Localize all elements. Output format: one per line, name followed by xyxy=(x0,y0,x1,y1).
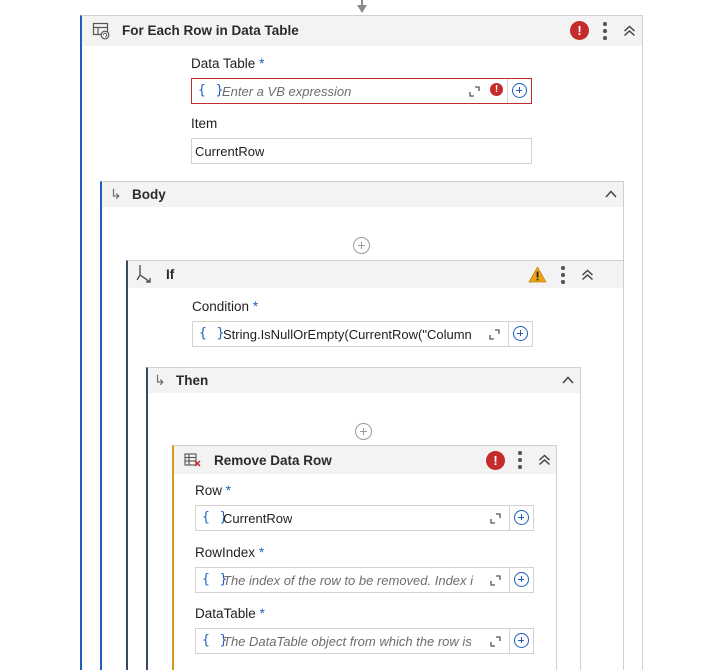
data-table-placeholder: Enter a VB expression xyxy=(222,84,352,99)
required-marker: * xyxy=(258,545,265,560)
warning-icon[interactable] xyxy=(528,266,547,283)
expression-brace-icon: { } xyxy=(202,572,229,587)
collapse-double-chevron-icon[interactable] xyxy=(623,25,636,37)
if-header[interactable] xyxy=(128,261,623,288)
then-container[interactable] xyxy=(146,367,581,670)
then-header[interactable] xyxy=(148,368,580,393)
row-label-text: Row xyxy=(195,483,223,498)
row-value: CurrentRow xyxy=(223,511,293,526)
expand-editor-icon[interactable] xyxy=(489,329,500,340)
if-more-options-icon[interactable] xyxy=(561,266,565,284)
body-collapse-chevron-icon[interactable] xyxy=(605,190,617,198)
if-branch-icon xyxy=(136,264,158,284)
rowindex-placeholder: The index of the row to be removed. Index i xyxy=(223,573,474,588)
remove-data-row-title: Remove Data Row xyxy=(214,453,332,468)
expand-editor-icon[interactable] xyxy=(490,636,501,647)
body-header[interactable] xyxy=(102,182,623,207)
for-each-table-icon xyxy=(92,22,110,40)
expression-brace-icon: { } xyxy=(202,510,229,525)
if-activity[interactable] xyxy=(126,260,624,670)
expand-editor-icon[interactable] xyxy=(490,575,501,586)
if-collapse-double-chevron-icon[interactable] xyxy=(581,269,594,281)
add-activity-icon[interactable] xyxy=(353,237,370,254)
item-value: CurrentRow xyxy=(195,144,265,159)
expression-brace-icon: { } xyxy=(198,83,225,98)
connector-arrow-icon xyxy=(357,5,367,13)
data-table-label xyxy=(191,56,264,71)
add-activity-icon[interactable] xyxy=(355,423,372,440)
condition-label xyxy=(192,299,258,314)
plus-icon xyxy=(514,572,529,587)
for-each-header[interactable] xyxy=(82,16,642,46)
datatable-plus-button[interactable] xyxy=(509,629,533,653)
remove-row-more-options-icon[interactable] xyxy=(518,451,522,469)
field-error-icon[interactable]: ! xyxy=(490,83,503,96)
for-each-row-activity[interactable] xyxy=(80,15,643,670)
for-each-title: For Each Row in Data Table xyxy=(122,23,299,38)
rowindex-label-text: RowIndex xyxy=(195,545,256,560)
condition-plus-button[interactable] xyxy=(508,322,532,346)
required-marker: * xyxy=(259,606,265,621)
body-container[interactable] xyxy=(100,181,624,670)
row-label xyxy=(195,483,231,498)
row-input[interactable] xyxy=(195,505,534,531)
plus-icon xyxy=(512,83,527,98)
error-icon[interactable]: ! xyxy=(570,21,589,40)
data-table-plus-button[interactable] xyxy=(507,79,531,103)
item-input[interactable] xyxy=(191,138,532,164)
body-title: Body xyxy=(132,187,166,202)
expand-editor-icon[interactable] xyxy=(490,513,501,524)
body-arrow-icon: ↳ xyxy=(110,186,122,202)
row-plus-button[interactable] xyxy=(509,506,533,530)
datatable-input[interactable] xyxy=(195,628,534,654)
then-collapse-chevron-icon[interactable] xyxy=(562,376,574,384)
rowindex-input[interactable] xyxy=(195,567,534,593)
plus-icon xyxy=(514,633,529,648)
item-label: Item xyxy=(191,116,218,131)
error-icon[interactable]: ! xyxy=(486,451,505,470)
datatable-label xyxy=(195,606,265,621)
data-table-label-text: Data Table xyxy=(191,56,256,71)
remove-data-row-activity[interactable] xyxy=(172,445,557,670)
condition-value: String.IsNullOrEmpty(CurrentRow("Column xyxy=(223,327,472,342)
then-title: Then xyxy=(176,373,209,388)
datatable-placeholder: The DataTable object from which the row is xyxy=(223,634,472,649)
expression-brace-icon: { } xyxy=(202,633,229,648)
data-table-input[interactable] xyxy=(191,78,532,104)
remove-row-table-icon xyxy=(184,453,201,467)
datatable-label-text: DataTable xyxy=(195,606,256,621)
rowindex-label xyxy=(195,545,264,560)
expand-editor-icon[interactable] xyxy=(469,86,480,97)
then-arrow-icon: ↳ xyxy=(154,372,166,388)
condition-input[interactable] xyxy=(192,321,533,347)
plus-icon xyxy=(514,510,529,525)
more-options-icon[interactable] xyxy=(603,22,607,40)
rowindex-plus-button[interactable] xyxy=(509,568,533,592)
required-marker: * xyxy=(225,483,232,498)
plus-icon xyxy=(513,326,528,341)
expression-brace-icon: { } xyxy=(199,326,226,341)
remove-data-row-header[interactable] xyxy=(174,446,556,474)
condition-label-text: Condition xyxy=(192,299,250,314)
required-marker: * xyxy=(259,56,265,71)
required-marker: * xyxy=(252,299,259,314)
remove-row-collapse-double-chevron-icon[interactable] xyxy=(538,454,551,466)
if-title: If xyxy=(166,267,175,282)
